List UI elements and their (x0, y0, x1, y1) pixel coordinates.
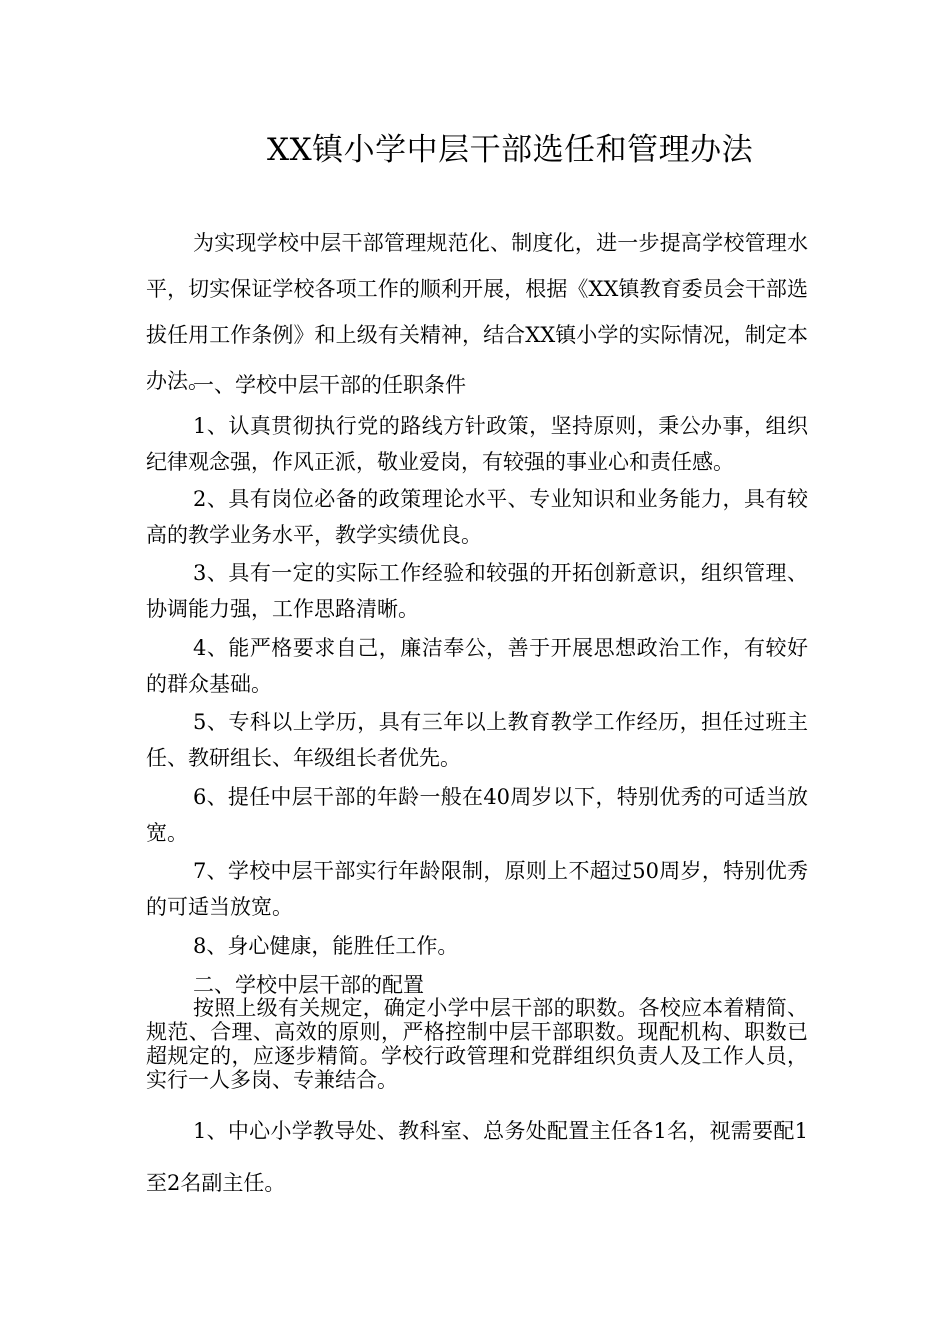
intro-paragraph: 为实现学校中层干部管理规范化、制度化，进一步提高学校管理水平，切实保证学校各项工作的顺利开展，根据《XX镇教育委员会干部选拔任用工作条例》和上级有关精神，结合XX镇小学的实际情况，制定本办法。 (146, 231, 808, 393)
section-heading-qualifications: 一、学校中层干部的任职条件 (193, 373, 466, 397)
qualification-item: 6、提任中层干部的年龄一般在40周岁以下，特别优秀的可适当放宽。 (146, 785, 808, 845)
configuration-paragraph: 按照上级有关规定，确定小学中层干部的职数。各校应本着精简、规范、合理、高效的原则，严格控制中层干部职数。现配机构、职数已超规定的，应逐步精简。学校行政管理和党群组织负责人及工作人员，实行一人多岗、专兼结合。 (146, 996, 808, 1092)
qualification-item: 4、能严格要求自己，廉洁奉公，善于开展思想政治工作，有较好的群众基础。 (146, 636, 808, 696)
section-heading-configuration: 二、学校中层干部的配置 (193, 973, 424, 997)
qualification-item: 5、专科以上学历，具有三年以上教育教学工作经历，担任过班主任、教研组长、年级组长者优先。 (146, 710, 808, 770)
document-title: XX镇小学中层干部选任和管理办法 (267, 132, 754, 168)
qualification-item: 8、身心健康，能胜任工作。 (193, 934, 459, 958)
configuration-item: 1、中心小学教导处、教科室、总务处配置主任各1名，视需要配1至2名副主任。 (146, 1119, 808, 1195)
qualification-item: 1、认真贯彻执行党的路线方针政策，坚持原则，秉公办事，组织纪律观念强，作风正派，敬业爱岗，有较强的事业心和责任感。 (146, 414, 808, 474)
qualification-item: 2、具有岗位必备的政策理论水平、专业知识和业务能力，具有较高的教学业务水平，教学实绩优良。 (146, 487, 808, 547)
qualification-item: 7、学校中层干部实行年龄限制，原则上不超过50周岁，特别优秀的可适当放宽。 (146, 859, 808, 919)
qualification-item: 3、具有一定的实际工作经验和较强的开拓创新意识，组织管理、协调能力强，工作思路清晰。 (146, 561, 808, 621)
